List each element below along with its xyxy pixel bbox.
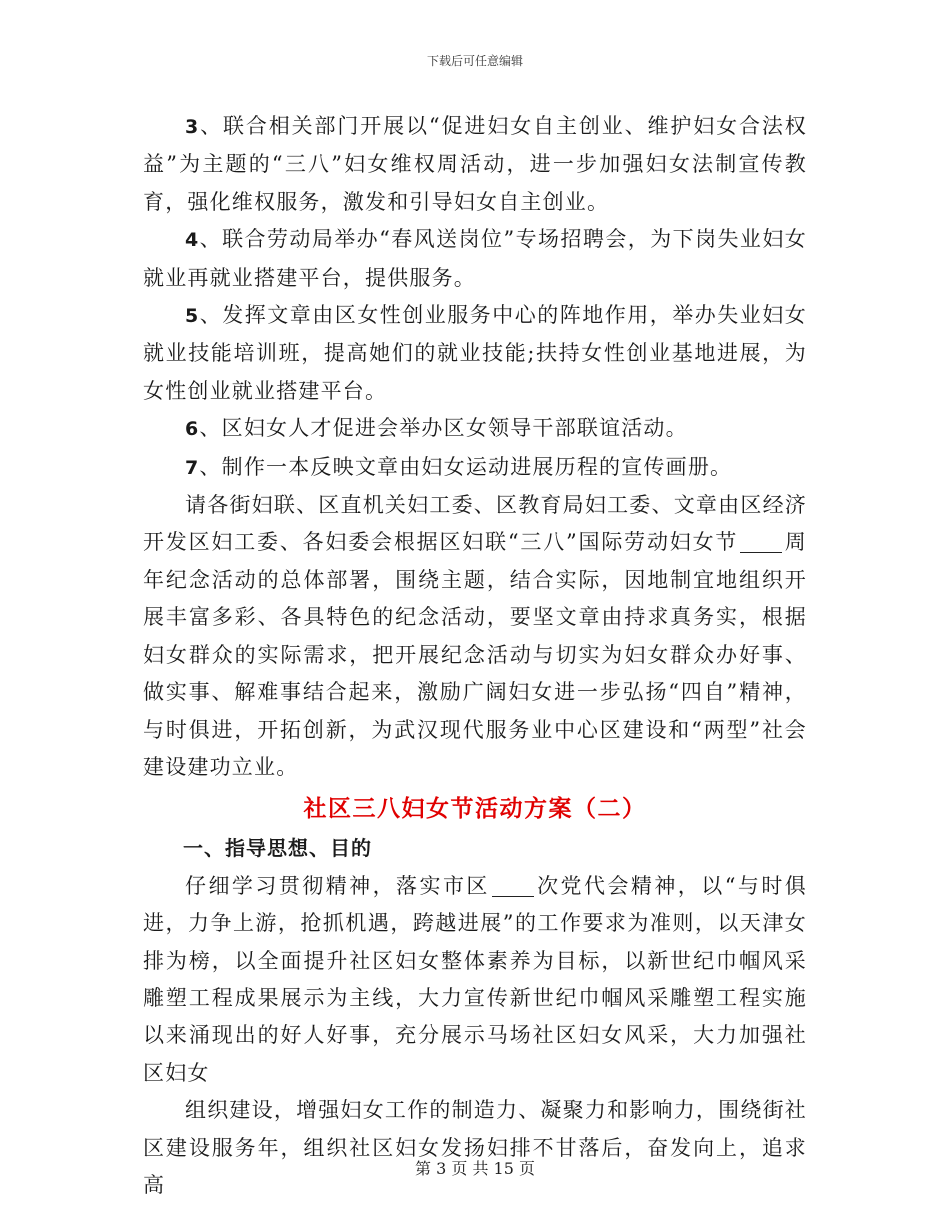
item-text: 、联合相关部门开展以“促进妇女自主创业、维护妇女合法权益”为主题的“三八”妇女维权周活动，进一步加强妇女法制宣传教育，强化维权服务，激发和引导妇女自主创业。 — [143, 114, 807, 214]
item-number: 5 — [185, 305, 200, 328]
item-text: 、发挥文章由区女性创业服务中心的阵地作用，举办失业妇女就业技能培训班，提高她们的就业技能;扶持女性创业基地进展，为女性创业就业搭建平台。 — [143, 303, 807, 403]
item-text: 、联合劳动局举办“春风送岗位”专场招聘会，为下岗失业妇女就业再就业搭建平台，提供服务。 — [143, 227, 807, 290]
body-paragraph — [143, 868, 807, 1092]
section-title: 社区三八妇女节活动方案（二） — [303, 795, 647, 823]
item-number: 3 — [185, 116, 200, 138]
item-number: 7 — [185, 456, 200, 479]
blank-underline — [492, 875, 534, 897]
list-item — [143, 449, 807, 487]
header-note: 下载后可任意编辑 — [426, 54, 523, 68]
item-text: 、区妇女人才促进会举办区女领导干部联谊活动。 — [199, 416, 688, 441]
closing-paragraph — [143, 487, 807, 786]
list-item — [143, 297, 807, 410]
list-item — [143, 108, 807, 221]
closing-text-1: 请各街妇联、区直机关妇工委、区教育局妇工委、文章由区经济开发区妇工委、各妇委会根据区妇联“三八”国际劳动妇女节 — [143, 493, 807, 555]
closing-text-2: 周年纪念活动的总体部署，围绕主题，结合实际，因地制宜地组织开展丰富多彩、各具特色的纪念活动，要坚文章由持求真务实，根据妇女群众的实际需求，把开展纪念活动与切实为妇女群众办好事、做实事、解难事结合起来，激励广阔妇女进一步弘扬“四自”精神，与时俱进，开拓创新，为武汉现代服务业中心区建设和“两型”社会建设建功立业。 — [143, 530, 807, 779]
document-body — [143, 108, 807, 1204]
list-item — [143, 221, 807, 297]
subheading: 一、指导思想、目的 — [183, 836, 372, 861]
paragraph-text-2: 次党代会精神，以“与时俱进，力争上游，抢抓机遇，跨越进展”的工作要求为准则，以天津女排为榜，以全面提升社区妇女整体素养为目标，以新世纪巾帼风采雕塑工程成果展示为主线，大力宣传新世纪巾帼风采雕塑工程实施以来涌现出的好人好事，充分展示马场社区妇女风采，大力加强社区妇女 — [143, 873, 807, 1085]
item-text: 、制作一本反映文章由妇女运动进展历程的宣传画册。 — [199, 454, 733, 479]
page-number: 第 3 页 共 15 页 — [415, 1159, 535, 1178]
body-paragraph: 组织建设，增强妇女工作的制造力、凝聚力和影响力，围绕街社区建设服务年，组织社区妇女发扬妇排不甘落后，奋发向上，追求高 — [143, 1098, 807, 1197]
item-number: 6 — [185, 418, 200, 441]
list-item — [143, 410, 807, 448]
paragraph-text-1: 仔细学习贯彻精神，落实市区 — [185, 873, 490, 898]
blank-underline — [740, 531, 782, 553]
item-number: 4 — [185, 229, 200, 252]
